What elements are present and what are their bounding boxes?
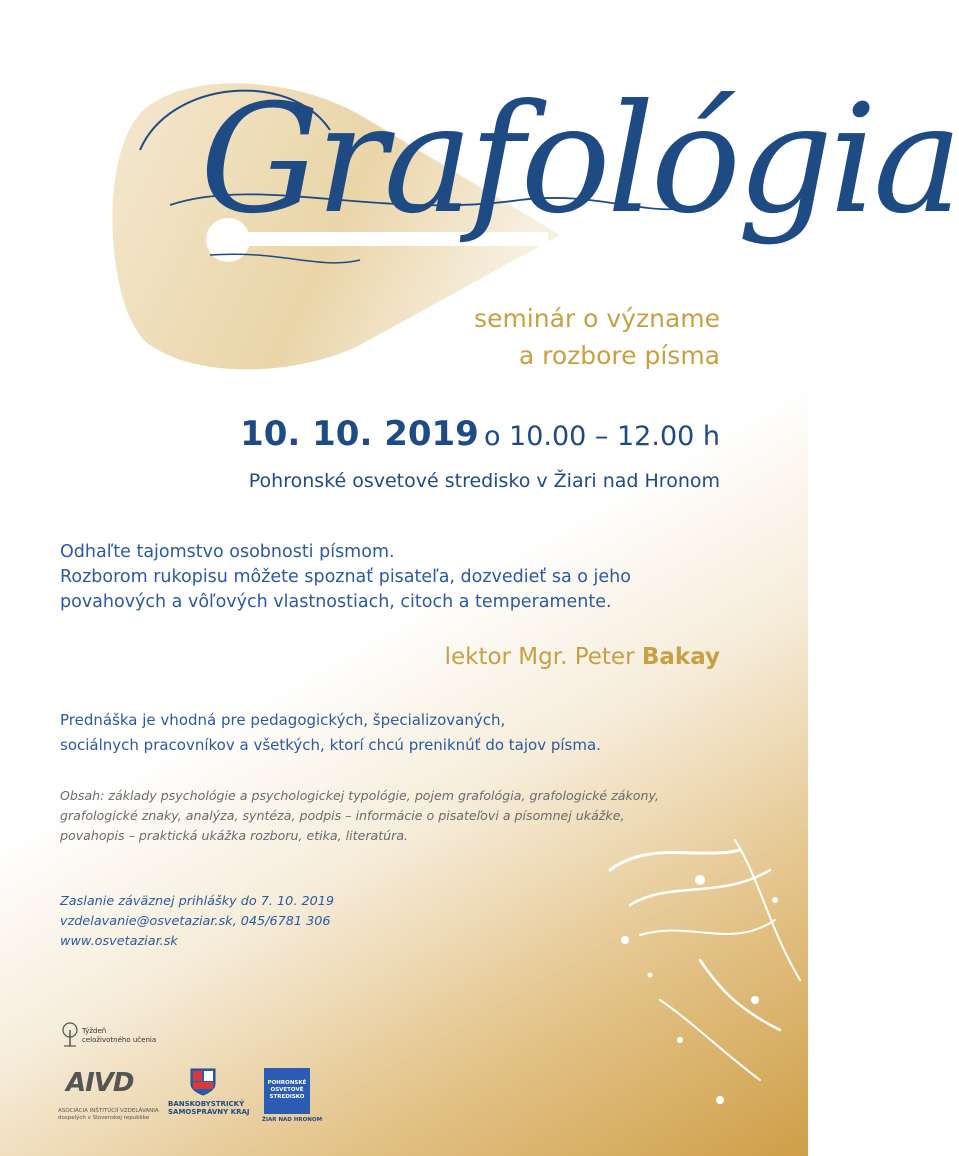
intro-line: povahových a vôľových vlastnostiach, citoch a temperamente. [60,592,612,612]
bbsk-label [168,1100,250,1116]
subtitle [474,300,720,374]
subtitle-line: seminár o význame [474,304,720,333]
tyzden-line: Týždeň [82,1027,107,1035]
intro-line: Rozborom rukopisu môžete spoznať pisateľa, dozvedieť sa o jeho [60,567,631,587]
aivd-label [58,1108,159,1122]
pos-box-line: OSVETOVÉ [270,1087,304,1093]
contact-web[interactable]: www.osvetaziar.sk [60,934,178,949]
contact-info [60,892,334,952]
tree-icon [60,1022,80,1048]
tyzden-line: celoživotného učenia [82,1036,157,1044]
pos-box-line: STREDISKO [269,1094,305,1100]
contact-deadline: Zaslanie záväznej prihlášky do 7. 10. 2019 [60,894,335,909]
pos-box [264,1068,310,1114]
aivd-mark: AIVD [66,1068,134,1098]
shield-icon [190,1068,216,1096]
aivd-line: ASOCIÁCIA INŠTITÚCIÍ VZDELÁVANIA [58,1108,159,1114]
audience-line: sociálnych pracovníkov a všetkých, ktorí chcú preniknúť do tajov písma. [60,736,601,754]
lector-prefix: lektor Mgr. Peter [444,644,635,670]
pos-label: ŽIAR NAD HRONOM [262,1117,323,1123]
poster-title: Grafológia [200,73,959,247]
bbsk-logo [168,1068,252,1128]
lector [445,644,720,670]
content-line: povahopis – praktická ukážka rozboru, etika, literatúra. [60,828,409,843]
pos-logo [262,1068,323,1128]
event-time: o 10.00 – 12.00 h [483,421,720,452]
paint-splatter [610,840,800,1080]
content-line: Obsah: základy psychológie a psychologickej typológie, pojem grafológia, grafologické zákony, [60,788,659,803]
content-text [60,786,659,846]
subtitle-line: a rozbore písma [518,341,720,370]
intro-text [60,540,631,615]
bbsk-line: BANSKOBYSTRICKÝ [168,1100,245,1108]
event-datetime [240,414,720,454]
audience-line: Prednáška je vhodná pre pedagogických, špecializovaných, [60,711,506,729]
tyzden-label [82,1027,156,1045]
contact-email-phone: vzdelavanie@osvetaziar.sk, 045/6781 306 [60,914,331,929]
content-line: grafologické znaky, analýza, syntéza, podpis – informácie o pisateľovi a písomnej ukážke, [60,808,625,823]
bbsk-line: SAMOSPRÁVNY KRAJ [168,1108,250,1116]
intro-line: Odhaľte tajomstvo osobnosti písmom. [60,542,395,562]
pos-box-line: POHRONSKÉ [267,1080,307,1086]
pos-box-label [264,1068,310,1101]
aivd-logo [58,1068,168,1130]
lector-name: Bakay [641,644,720,670]
event-date: 10. 10. 2019 [240,414,479,454]
audience-text [60,708,601,758]
paint-drops [621,875,778,1104]
event-venue: Pohronské osvetové stredisko v Žiari nad Hronom [248,470,720,492]
tyzden-logo [60,1022,170,1050]
aivd-line: dospelých v Slovenskej republike [58,1115,150,1121]
